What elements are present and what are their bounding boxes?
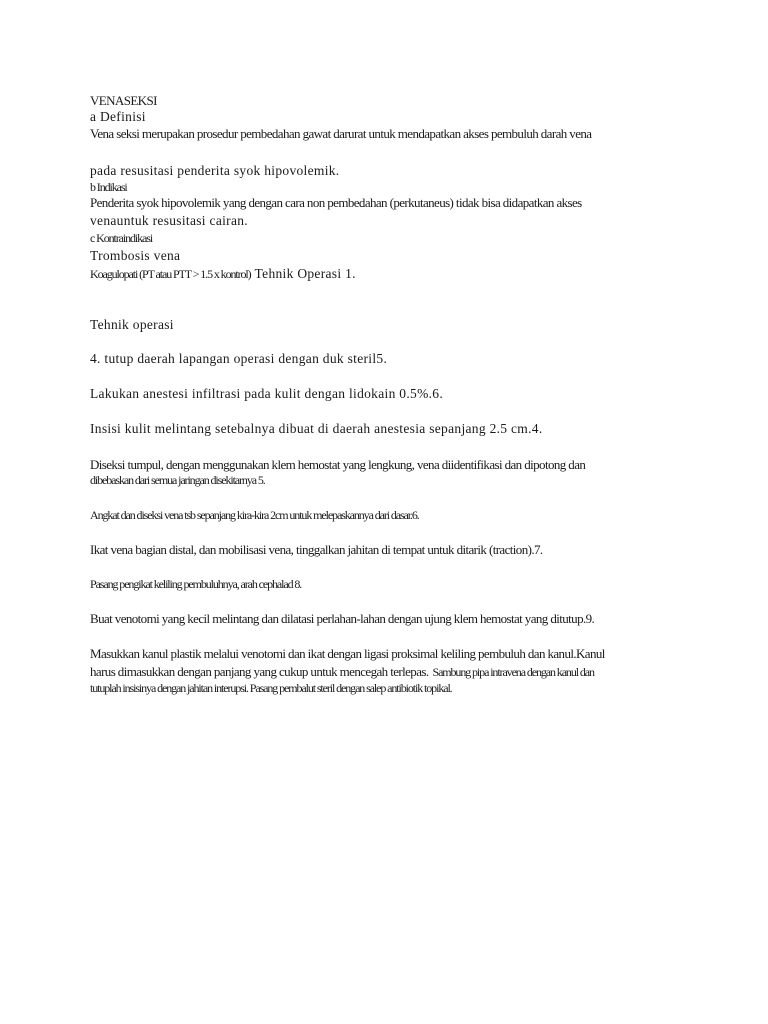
step-line: Insisi kulit melintang setebalnya dibuat di daerah anestesia sepanjang 2.5 cm.4. [90, 421, 543, 436]
section-heading-kontraindikasi: c Kontraindikasi [90, 231, 153, 245]
paragraph-segment: harus dimasukkan dengan panjang yang cukup untuk mencegah terlepas. [90, 664, 429, 679]
paragraph-segment: Sambung pipa intravena dengan kanul dan [432, 665, 594, 679]
step-line: Lakukan anestesi infiltrasi pada kulit dengan lidokain 0.5%.6. [90, 386, 444, 401]
paragraph-segment: Koagulopati (PT atau PTT > 1.5 x kontrol) [90, 267, 251, 281]
paragraph-line: Trombosis vena [90, 248, 181, 263]
section-heading-definisi: a Definisi [90, 109, 146, 124]
step-line: tutuplah insisinya dengan jahitan interupsi. Pasang pembalut steril dengan salep antibiotik topikal. [90, 681, 452, 695]
paragraph-line: Penderita syok hipovolemik yang dengan cara non pembedahan (perkutaneus) tidak bisa didapatkan akses [90, 195, 582, 210]
step-line: Diseksi tumpul, dengan menggunakan klem hemostat yang lengkung, vena diidentifikasi dan dipotong dan [90, 457, 586, 472]
paragraph-line: Vena seksi merupakan prosedur pembedahan gawat darurat untuk mendapatkan akses pembuluh darah vena [90, 126, 592, 141]
step-line: 4. tutup daerah lapangan operasi dengan duk steril5. [90, 351, 388, 366]
step-line [90, 664, 594, 680]
section-heading-tehnik-operasi: Tehnik operasi [90, 317, 174, 332]
step-line: Masukkan kanul plastik melalui venotomi dan ikat dengan ligasi proksimal keliling pembuluh dan kanul.Kanul [90, 646, 605, 661]
step-line: Ikat vena bagian distal, dan mobilisasi vena, tinggalkan jahitan di tempat untuk ditarik (traction).7. [90, 542, 543, 557]
paragraph-segment: Tehnik Operasi 1. [254, 266, 356, 281]
step-line: Buat venotomi yang kecil melintang dan dilatasi perlahan-lahan dengan ujung klem hemostat yang ditutup.9. [90, 611, 595, 626]
step-line: Angkat dan diseksi vena tsb sepanjang kira-kira 2cm untuk melepaskannya dari dasar.6. [90, 508, 419, 522]
document-title: VENASEKSI [90, 93, 157, 108]
section-heading-indikasi: b Indikasi [90, 180, 127, 194]
paragraph-line: pada resusitasi penderita syok hipovolemik. [90, 163, 340, 178]
paragraph-line [90, 266, 356, 282]
step-line: Pasang pengikat keliling pembuluhnya, arah cephalad 8. [90, 577, 302, 591]
paragraph-line: venauntuk resusitasi cairan. [90, 213, 248, 228]
step-line: dibebaskan dari semua jaringan disekitarnya 5. [90, 473, 265, 487]
